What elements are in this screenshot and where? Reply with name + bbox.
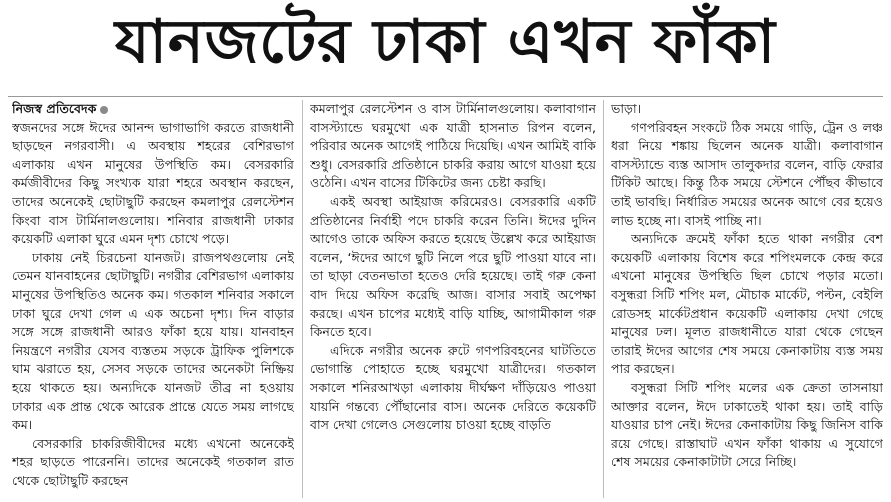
paragraph: এদিকে নগরীর অনেক রুটে গণপরিবহনের ঘাটতিতে ভোগান্তি পোহাতে হচ্ছে ঘরমুখো যাত্রীদের। গতকাল সকালে শনিরআখড়া এলাকায় দীর্ঘক্ষণ দাঁড়িয়েও পাওয়া যায়নি গন্তব্যে পৌঁছানোর বাস। অনেক দেরিতে কয়েকটি বাস দেখা গেলেও সেগুলোয় চাওয়া হচ্ছে বাড়তি <box>310 342 596 433</box>
article-column-3 <box>611 100 883 500</box>
headline: যানজটের ঢাকা এখন ফাঁকা <box>114 7 777 77</box>
paragraph: ঢাকায় নেই চিরচেনা যানজট। রাজপথগুলোয় নেই তেমন যানবাহনের ছোটাছুটি। নগরীর বেশিরভাগ এলাকায় মানুষের উপস্থিতিও অনেক কম। গতকাল শনিবার সকালে ঢাকা ঘুরে দেখা গেল এ এক অচেনা দৃশ্য। দিন বাড়ার সঙ্গে সঙ্গে রাজধানী আরও ফাঁকা হয়ে যায়। যানবাহন নিয়ন্ত্রণে নগরীর যেসব ব্যস্ততম সড়কে ট্রাফিক পুলিশকে ঘাম ঝরাতে হয়, সেসব সড়কে তাদের অনেকটা নিষ্ক্রিয় হয়ে থাকতে হয়। অন্যদিকে যানজট তীব্র না হওয়ায় ঢাকার এক প্রান্ত থেকে আরেক প্রান্তে যেতে সময় লাগছে কম। <box>12 249 294 433</box>
paragraph: অন্যদিকে ক্রমেই ফাঁকা হতে থাকা নগরীর বেশ কয়েকটি এলাকায় বিশেষ করে শপিংমলকে কেন্দ্র করে এখনো মানুষের উপস্থিতি ছিল চোখে পড়ার মতো। বসুন্ধরা সিটি শপিং মল, মৌচাক মার্কেট, পল্টন, বেইলি রোডসহ মার্কেটপ্রধান কয়েকটি এলাকায় দেখা গেছে মানুষের ঢল। মূলত রাজধানীতে যারা থেকে গেছেন তারাই ঈদের আগের শেষ সময়ে কেনাকাটায় ব্যস্ত সময় পার করছেন। <box>611 231 883 377</box>
byline <box>12 100 294 119</box>
article-column-1 <box>12 100 294 500</box>
paragraph: স্বজনদের সঙ্গে ঈদের আনন্দ ভাগাভাগি করতে রাজধানী ছাড়ছেন নগরবাসী। এ অবস্থায় শহরের বেশিরভাগ এলাকায় এখন মানুষের উপস্থিতি কম। বেসরকারি কর্মজীবীদের কিছু সংখ্যক যারা শহরে অবস্থান করছেন, তাদের অনেকেই ছোটাছুটি করছেন কমলাপুর রেলস্টেশন কিংবা বাস টার্মিনালগুলোয়। শনিবার রাজধানী ঢাকার কয়েকটি এলাকা ঘুরে এমন দৃশ্য চোখে পড়ে। <box>12 119 294 247</box>
paragraph: বসুন্ধরা সিটি শপিং মলের এক ক্রেতা তাসনায়া আক্তার বলেন, ঈদে ঢাকাতেই থাকা হয়। তাই বাড়ি যাওয়ার চাপ নেই। ঈদের কেনাকাটায় কিছু জিনিস বাকি রয়ে গেছে। রাস্তাঘাট এখন ফাঁকা থাকায় এ সুযোগে শেষ সময়ের কেনাকাটাটা সেরে নিচ্ছি। <box>611 379 883 470</box>
paragraph: বেসরকারি চাকরিজীবীদের মধ্যে এখনো অনেকেই শহর ছাড়তে পারেননি। তাদের অনেকেই গতকাল রাত থেকে ছোটাছুটি করছেন <box>12 435 294 488</box>
column-divider <box>302 100 303 498</box>
paragraph: কমলাপুর রেলস্টেশন ও বাস টার্মিনালগুলোয়। কলাবাগান বাসস্ট্যান্ডে ঘরমুখো এক যাত্রী হাসনাত রিপন বলেন, পরিবার অনেক আগেই পাঠিয়ে দিয়েছি। এখন আমিই বাকি শুধু। বেসরকারি প্রতিষ্ঠানে চাকরি করায় আগে যাওয়া হয়ে ওঠেনি। এখন বাসের টিকিটের জন্য চেষ্টা করছি। <box>310 101 596 191</box>
article-column-2 <box>310 100 596 500</box>
headline-divider <box>8 96 883 97</box>
paragraph: গণপরিবহন সংকটে ঠিক সময়ে গাড়ি, ট্রেন ও লঞ্চ ধরা নিয়ে শঙ্কায় ছিলেন অনেক যাত্রী। কলাবাগান বাসস্ট্যান্ডে ব্যস্ত আসাদ তালুকদার বলেন, বাড়ি ফেরার টিকিট আছে। কিন্তু ঠিক সময়ে স্টেশনে পৌঁছব কীভাবে তাই ভাবছি। নির্ধারিত সময়ের অনেক আগে বের হয়েও লাভ হচ্ছে না। বাসই পাচ্ছি না। <box>611 119 883 228</box>
paragraph: একই অবস্থা আইয়াজ করিমেরও। বেসরকারি একটি প্রতিষ্ঠানের নির্বাহী পদে চাকরি করেন তিনি। ঈদের দুদিন আগেও তাকে অফিস করতে হয়েছে উল্লেখ করে আইয়াজ বলেন, ‘ঈদের আগে ছুটি নিলে পরে ছুটি পাওয়া যাবে না। তা ছাড়া বেতনভাতা হতেও দেরি হয়েছে। তাই গরু কেনা বাদ দিয়ে অফিস করেছি আজ। বাসার সবাই অপেক্ষা করছে। এখন চাপের মধ্যেই বাড়ি যাচ্ছি, আগামীকাল গরু কিনতে হবে। <box>310 193 596 340</box>
byline-text: নিজস্ব প্রতিবেদক <box>12 101 97 116</box>
paragraph: ভাড়া। <box>611 101 642 116</box>
column-divider <box>603 100 604 498</box>
bullet-icon <box>100 106 108 114</box>
